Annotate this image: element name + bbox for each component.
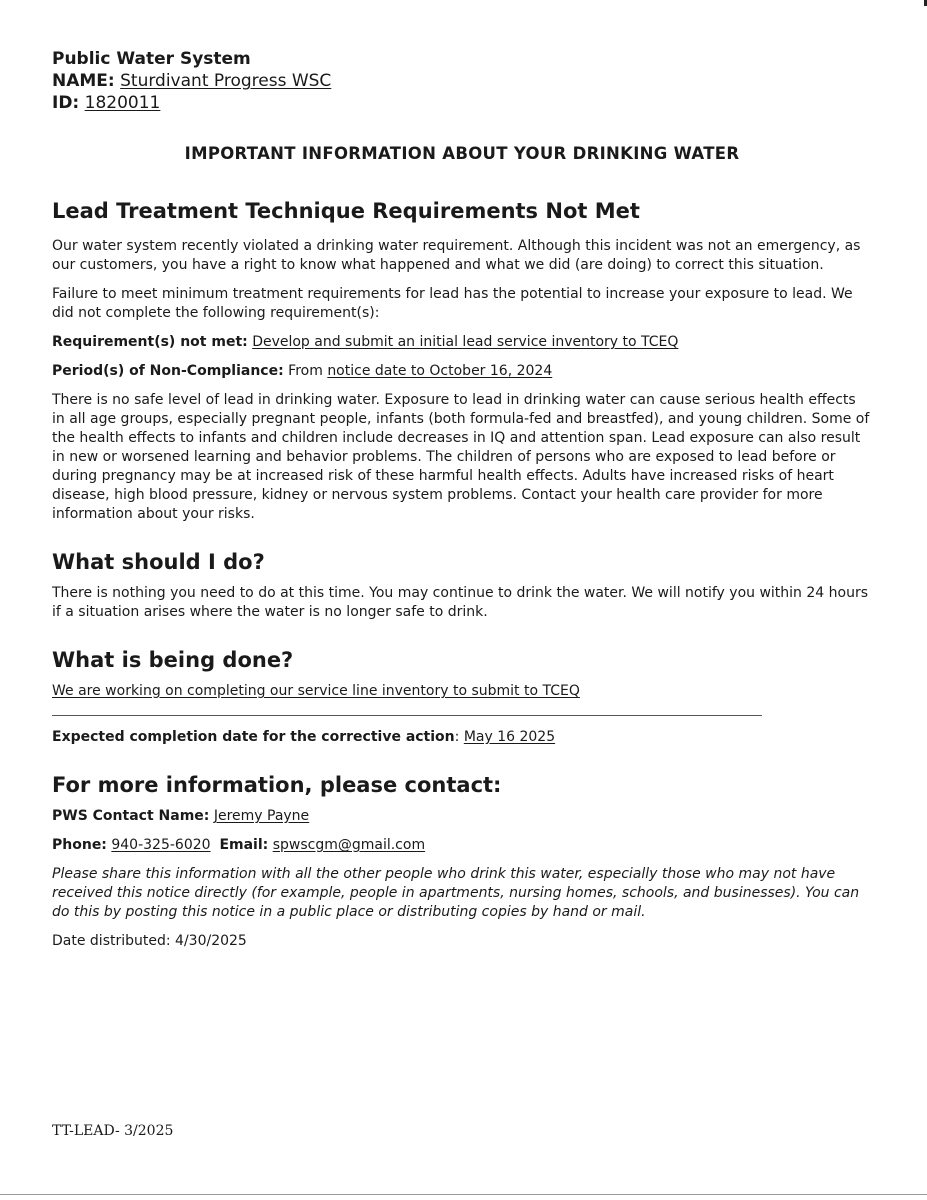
form-code: TT-LEAD- 3/2025 — [52, 1123, 174, 1139]
date-label: Date distributed: — [52, 933, 171, 949]
notice-banner: IMPORTANT INFORMATION ABOUT YOUR DRINKING WATER — [184, 144, 740, 163]
period-from: From — [288, 363, 323, 379]
expected-date: May 16 2025 — [463, 729, 556, 745]
id-label: ID: — [52, 93, 80, 113]
what-is-being-done-section — [52, 648, 872, 747]
contact-title: For more information, please contact: — [52, 773, 502, 797]
expected-line — [52, 728, 872, 747]
violation-failure: Failure to meet minimum treatment requirements for lead has the potential to increase your exposure to lead. We did not complete the following requirement(s): — [52, 286, 853, 321]
requirement-label: Requirement(s) not met: — [52, 334, 248, 350]
being-done-text: We are working on completing our service line inventory to submit to TCEQ — [52, 683, 580, 699]
pws-id: 1820011 — [84, 93, 161, 113]
expected-label: Expected completion date for the corrective action — [52, 729, 455, 745]
violation-title: Lead Treatment Technique Requirements Not Met — [52, 199, 640, 223]
what-do-title: What should I do? — [52, 550, 265, 574]
phone-value: 940-325-6020 — [111, 837, 211, 853]
email-value[interactable]: spwscgm@gmail.com — [272, 837, 426, 853]
contact-name-label: PWS Contact Name: — [52, 808, 210, 824]
health-effects: There is no safe level of lead in drinking water. Exposure to lead in drinking water can cause serious health effects in all age groups, especially pregnant people, infants (both formula-fed and breastfed), and young children. Some of the health effects to infants and children include decreases in IQ and attention span. Lead exposure can also result in new or worsened learning and behavior problems. The children of persons who are exposed to lead before or during pregnancy may be at increased risk of these harmful health effects. Adults have increased risks of heart disease, high blood pressure, kidney or nervous system problems. Contact your health care provider for more information about your risks. — [52, 392, 870, 522]
blank-line-divider — [52, 715, 762, 716]
what-do-text: There is nothing you need to do at this time. You may continue to drink the water. We will notify you within 24 hours if a situation arises where the water is no longer safe to drink. — [52, 585, 869, 620]
pws-name: Sturdivant Progress WSC — [120, 71, 332, 91]
phone-label: Phone: — [52, 837, 107, 853]
period-label: Period(s) of Non-Compliance: — [52, 363, 284, 379]
date-value: 4/30/2025 — [175, 933, 247, 949]
period-value: notice date to October 16, 2024 — [327, 363, 553, 379]
expected-colon: : — [454, 729, 460, 745]
requirement-line — [52, 333, 872, 352]
contact-name-line — [52, 807, 872, 826]
pws-header — [52, 48, 872, 114]
scan-edge — [0, 1194, 927, 1195]
name-label: NAME: — [52, 71, 115, 91]
period-line — [52, 362, 872, 381]
pws-label: Public Water System — [52, 49, 251, 69]
email-label: Email: — [219, 837, 269, 853]
contact-phone-email-line — [52, 836, 872, 855]
what-should-i-do-section — [52, 550, 872, 622]
share-notice: Please share this information with all the other people who drink this water, especially those who may not have received this notice directly (for example, people in apartments, nursing homes, schools, and businesses). You can do this by posting this notice in a public place or distributing copies by hand or mail. — [52, 866, 860, 920]
date-distributed-line — [52, 932, 872, 951]
being-done-title: What is being done? — [52, 648, 294, 672]
notice-body — [52, 48, 872, 961]
requirement-value: Develop and submit an initial lead service inventory to TCEQ — [252, 334, 679, 350]
violation-intro: Our water system recently violated a drinking water requirement. Although this incident was not an emergency, as our customers, you have a right to know what happened and what we did (are doing) to correct this situation. — [52, 238, 861, 273]
contact-name: Jeremy Payne — [213, 808, 310, 824]
contact-section — [52, 773, 872, 951]
